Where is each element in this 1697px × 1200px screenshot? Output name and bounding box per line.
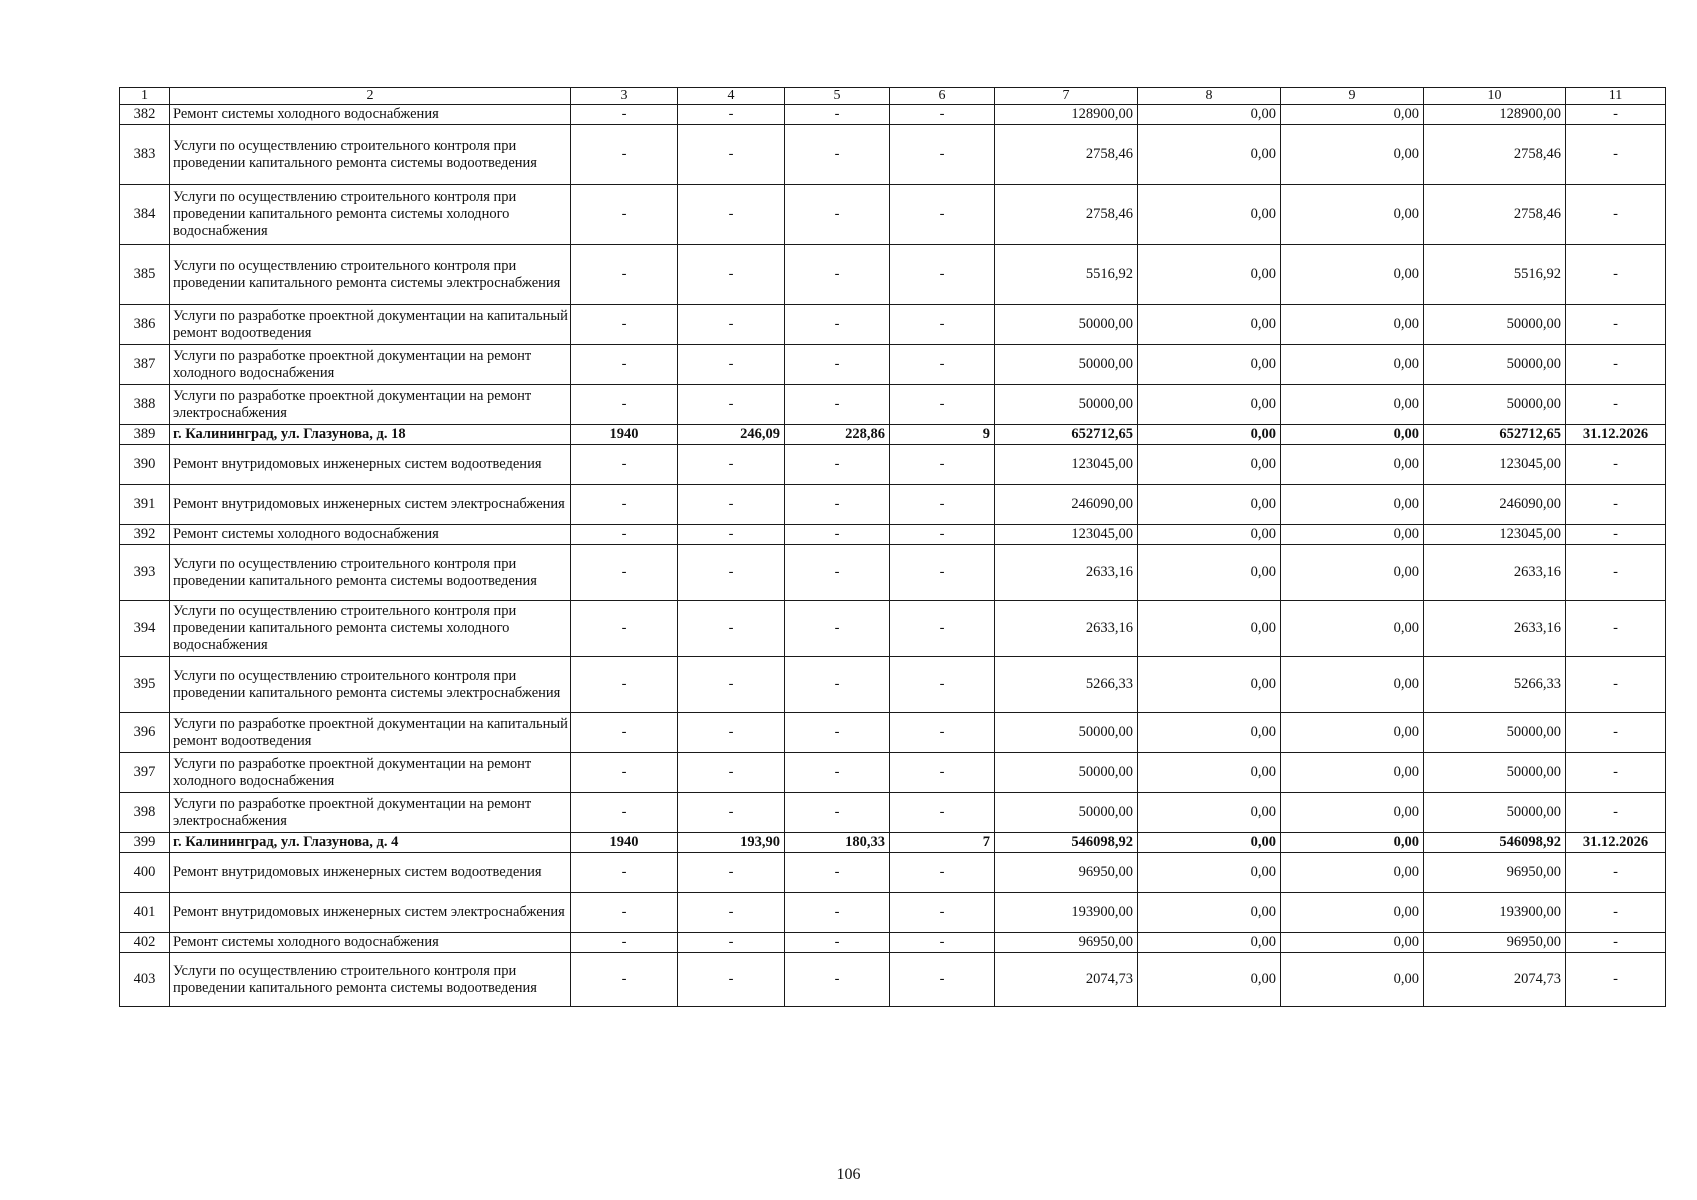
col-5-cell: - — [785, 185, 890, 245]
col-10-amount: 128900,00 — [1424, 105, 1566, 125]
col-11-deadline: - — [1566, 853, 1666, 893]
col-7-amount: 2633,16 — [995, 601, 1138, 657]
col-3-cell: - — [571, 953, 678, 1007]
col-7-amount: 50000,00 — [995, 713, 1138, 753]
col-4-cell: - — [678, 305, 785, 345]
col-5-cell: - — [785, 893, 890, 933]
table-row — [120, 893, 1666, 933]
col-8-amount: 0,00 — [1138, 425, 1281, 445]
col-11-deadline: - — [1566, 525, 1666, 545]
col-9-amount: 0,00 — [1281, 425, 1424, 445]
col-4-cell: - — [678, 185, 785, 245]
col-5-cell: - — [785, 525, 890, 545]
col-10-amount: 246090,00 — [1424, 485, 1566, 525]
col-11-deadline: - — [1566, 345, 1666, 385]
col-7-amount: 2758,46 — [995, 185, 1138, 245]
col-9-amount: 0,00 — [1281, 385, 1424, 425]
col-4-cell: - — [678, 853, 785, 893]
col-10-amount: 5516,92 — [1424, 245, 1566, 305]
col-4-cell: - — [678, 713, 785, 753]
col-6-cell: - — [890, 485, 995, 525]
table-row — [120, 305, 1666, 345]
col-10-amount: 546098,92 — [1424, 833, 1566, 853]
col-9-amount: 0,00 — [1281, 245, 1424, 305]
work-description: Услуги по осуществлению строительного контроля при проведении капитального ремонта системы водоотведения — [170, 953, 571, 1007]
row-number: 398 — [120, 793, 170, 833]
work-description: Ремонт системы холодного водоснабжения — [170, 105, 571, 125]
col-11-deadline: - — [1566, 105, 1666, 125]
col-10-amount: 123045,00 — [1424, 445, 1566, 485]
col-8-amount: 0,00 — [1138, 245, 1281, 305]
work-description: Услуги по осуществлению строительного контроля при проведении капитального ремонта системы водоотведения — [170, 545, 571, 601]
row-number: 397 — [120, 753, 170, 793]
col-8-amount: 0,00 — [1138, 385, 1281, 425]
col-3-cell: - — [571, 933, 678, 953]
col-11-deadline: - — [1566, 125, 1666, 185]
col-7-amount: 2074,73 — [995, 953, 1138, 1007]
col-3-cell: 1940 — [571, 833, 678, 853]
col-8-amount: 0,00 — [1138, 657, 1281, 713]
col-3-cell: - — [571, 385, 678, 425]
col-6-cell: - — [890, 713, 995, 753]
col-3-cell: - — [571, 793, 678, 833]
col-5-cell: 180,33 — [785, 833, 890, 853]
col-6-cell: - — [890, 933, 995, 953]
col-7-amount: 50000,00 — [995, 345, 1138, 385]
col-4-cell: - — [678, 345, 785, 385]
col-3-cell: - — [571, 601, 678, 657]
table-row — [120, 545, 1666, 601]
col-5-cell: - — [785, 245, 890, 305]
col-5-cell: - — [785, 125, 890, 185]
col-11-deadline: - — [1566, 385, 1666, 425]
col-9-amount: 0,00 — [1281, 893, 1424, 933]
row-number: 395 — [120, 657, 170, 713]
row-number: 396 — [120, 713, 170, 753]
work-description: Услуги по разработке проектной документации на ремонт холодного водоснабжения — [170, 345, 571, 385]
col-3-cell: - — [571, 445, 678, 485]
col-6-cell: - — [890, 185, 995, 245]
col-5-cell: - — [785, 345, 890, 385]
row-number: 382 — [120, 105, 170, 125]
table-row — [120, 245, 1666, 305]
col-4-cell: - — [678, 601, 785, 657]
col-8-amount: 0,00 — [1138, 853, 1281, 893]
row-number: 401 — [120, 893, 170, 933]
work-description: Услуги по разработке проектной документации на ремонт электроснабжения — [170, 793, 571, 833]
work-description: Услуги по разработке проектной документации на капитальный ремонт водоотведения — [170, 305, 571, 345]
col-5-cell: - — [785, 657, 890, 713]
col-3-cell: - — [571, 545, 678, 601]
col-11-deadline: - — [1566, 657, 1666, 713]
table-row — [120, 953, 1666, 1007]
col-8-amount: 0,00 — [1138, 953, 1281, 1007]
col-9-amount: 0,00 — [1281, 305, 1424, 345]
work-description: Ремонт внутридомовых инженерных систем водоотведения — [170, 445, 571, 485]
col-10-amount: 193900,00 — [1424, 893, 1566, 933]
col-6-cell: - — [890, 345, 995, 385]
col-10-amount: 96950,00 — [1424, 933, 1566, 953]
col-11-deadline: - — [1566, 305, 1666, 345]
col-11-deadline: - — [1566, 953, 1666, 1007]
work-description: Услуги по осуществлению строительного контроля при проведении капитального ремонта системы электроснабжения — [170, 245, 571, 305]
col-5-cell: - — [785, 713, 890, 753]
col-10-amount: 2633,16 — [1424, 601, 1566, 657]
col-5-cell: - — [785, 753, 890, 793]
col-10-amount: 652712,65 — [1424, 425, 1566, 445]
col-6-cell: 9 — [890, 425, 995, 445]
header-cell: 10 — [1424, 88, 1566, 105]
col-7-amount: 5516,92 — [995, 245, 1138, 305]
col-5-cell: - — [785, 933, 890, 953]
col-8-amount: 0,00 — [1138, 305, 1281, 345]
col-7-amount: 123045,00 — [995, 445, 1138, 485]
col-11-deadline: - — [1566, 753, 1666, 793]
col-8-amount: 0,00 — [1138, 833, 1281, 853]
col-9-amount: 0,00 — [1281, 933, 1424, 953]
col-5-cell: - — [785, 853, 890, 893]
col-4-cell: 193,90 — [678, 833, 785, 853]
col-11-deadline: 31.12.2026 — [1566, 425, 1666, 445]
col-3-cell: - — [571, 345, 678, 385]
col-3-cell: - — [571, 125, 678, 185]
col-8-amount: 0,00 — [1138, 713, 1281, 753]
col-10-amount: 5266,33 — [1424, 657, 1566, 713]
col-4-cell: - — [678, 545, 785, 601]
table-row — [120, 185, 1666, 245]
col-7-amount: 123045,00 — [995, 525, 1138, 545]
col-6-cell: - — [890, 753, 995, 793]
row-number: 387 — [120, 345, 170, 385]
work-description: Услуги по осуществлению строительного контроля при проведении капитального ремонта системы холодного водоснабжения — [170, 601, 571, 657]
row-number: 394 — [120, 601, 170, 657]
header-cell: 2 — [170, 88, 571, 105]
col-9-amount: 0,00 — [1281, 953, 1424, 1007]
col-5-cell: - — [785, 105, 890, 125]
row-number: 400 — [120, 853, 170, 893]
col-7-amount: 50000,00 — [995, 753, 1138, 793]
work-description: Ремонт системы холодного водоснабжения — [170, 933, 571, 953]
row-number: 391 — [120, 485, 170, 525]
col-9-amount: 0,00 — [1281, 105, 1424, 125]
col-4-cell: - — [678, 893, 785, 933]
col-9-amount: 0,00 — [1281, 545, 1424, 601]
col-5-cell: - — [785, 793, 890, 833]
work-description: Услуги по разработке проектной документации на капитальный ремонт водоотведения — [170, 713, 571, 753]
col-6-cell: - — [890, 545, 995, 601]
header-cell: 9 — [1281, 88, 1424, 105]
col-4-cell: - — [678, 793, 785, 833]
col-4-cell: - — [678, 953, 785, 1007]
col-8-amount: 0,00 — [1138, 601, 1281, 657]
table-row — [120, 753, 1666, 793]
col-9-amount: 0,00 — [1281, 125, 1424, 185]
table-row — [120, 125, 1666, 185]
col-8-amount: 0,00 — [1138, 125, 1281, 185]
col-7-amount: 246090,00 — [995, 485, 1138, 525]
col-3-cell: - — [571, 753, 678, 793]
col-3-cell: - — [571, 525, 678, 545]
table-row — [120, 385, 1666, 425]
col-6-cell: - — [890, 893, 995, 933]
col-8-amount: 0,00 — [1138, 445, 1281, 485]
col-9-amount: 0,00 — [1281, 345, 1424, 385]
col-4-cell: - — [678, 657, 785, 713]
col-4-cell: - — [678, 445, 785, 485]
col-7-amount: 546098,92 — [995, 833, 1138, 853]
work-description: г. Калининград, ул. Глазунова, д. 4 — [170, 833, 571, 853]
col-9-amount: 0,00 — [1281, 657, 1424, 713]
col-7-amount: 50000,00 — [995, 305, 1138, 345]
col-11-deadline: - — [1566, 445, 1666, 485]
work-description: Ремонт системы холодного водоснабжения — [170, 525, 571, 545]
table-row — [120, 485, 1666, 525]
work-description: Ремонт внутридомовых инженерных систем электроснабжения — [170, 893, 571, 933]
header-cell: 8 — [1138, 88, 1281, 105]
header-cell: 4 — [678, 88, 785, 105]
header-cell: 11 — [1566, 88, 1666, 105]
col-3-cell: - — [571, 185, 678, 245]
row-number: 386 — [120, 305, 170, 345]
col-4-cell: - — [678, 105, 785, 125]
header-cell: 5 — [785, 88, 890, 105]
address-row — [120, 425, 1666, 445]
work-description: Ремонт внутридомовых инженерных систем электроснабжения — [170, 485, 571, 525]
col-6-cell: - — [890, 445, 995, 485]
col-3-cell: - — [571, 713, 678, 753]
col-9-amount: 0,00 — [1281, 713, 1424, 753]
col-3-cell: - — [571, 305, 678, 345]
col-4-cell: - — [678, 753, 785, 793]
col-10-amount: 2633,16 — [1424, 545, 1566, 601]
col-4-cell: - — [678, 485, 785, 525]
col-10-amount: 2758,46 — [1424, 185, 1566, 245]
table-row — [120, 105, 1666, 125]
col-7-amount: 96950,00 — [995, 853, 1138, 893]
col-9-amount: 0,00 — [1281, 525, 1424, 545]
col-5-cell: 228,86 — [785, 425, 890, 445]
col-11-deadline: 31.12.2026 — [1566, 833, 1666, 853]
row-number: 384 — [120, 185, 170, 245]
row-number: 388 — [120, 385, 170, 425]
work-description: Ремонт внутридомовых инженерных систем водоотведения — [170, 853, 571, 893]
col-10-amount: 50000,00 — [1424, 793, 1566, 833]
col-10-amount: 50000,00 — [1424, 345, 1566, 385]
col-6-cell: - — [890, 105, 995, 125]
col-7-amount: 128900,00 — [995, 105, 1138, 125]
col-10-amount: 50000,00 — [1424, 713, 1566, 753]
col-6-cell: - — [890, 245, 995, 305]
address-row — [120, 833, 1666, 853]
row-number: 389 — [120, 425, 170, 445]
col-11-deadline: - — [1566, 185, 1666, 245]
col-11-deadline: - — [1566, 485, 1666, 525]
col-8-amount: 0,00 — [1138, 525, 1281, 545]
col-11-deadline: - — [1566, 933, 1666, 953]
col-9-amount: 0,00 — [1281, 185, 1424, 245]
col-10-amount: 123045,00 — [1424, 525, 1566, 545]
col-8-amount: 0,00 — [1138, 105, 1281, 125]
col-7-amount: 2758,46 — [995, 125, 1138, 185]
work-description: Услуги по разработке проектной документации на ремонт холодного водоснабжения — [170, 753, 571, 793]
col-8-amount: 0,00 — [1138, 893, 1281, 933]
table-row — [120, 933, 1666, 953]
col-9-amount: 0,00 — [1281, 485, 1424, 525]
col-4-cell: - — [678, 525, 785, 545]
col-4-cell: - — [678, 245, 785, 305]
col-4-cell: - — [678, 125, 785, 185]
col-3-cell: - — [571, 105, 678, 125]
work-description: Услуги по разработке проектной документации на ремонт электроснабжения — [170, 385, 571, 425]
col-5-cell: - — [785, 953, 890, 1007]
col-5-cell: - — [785, 545, 890, 601]
col-9-amount: 0,00 — [1281, 601, 1424, 657]
col-7-amount: 193900,00 — [995, 893, 1138, 933]
table-row — [120, 445, 1666, 485]
table-row — [120, 853, 1666, 893]
work-description: Услуги по осуществлению строительного контроля при проведении капитального ремонта системы электроснабжения — [170, 657, 571, 713]
table-row — [120, 713, 1666, 753]
col-6-cell: - — [890, 657, 995, 713]
col-9-amount: 0,00 — [1281, 793, 1424, 833]
col-6-cell: - — [890, 601, 995, 657]
col-5-cell: - — [785, 385, 890, 425]
col-5-cell: - — [785, 445, 890, 485]
col-6-cell: - — [890, 853, 995, 893]
col-4-cell: - — [678, 385, 785, 425]
col-7-amount: 96950,00 — [995, 933, 1138, 953]
col-6-cell: - — [890, 125, 995, 185]
col-3-cell: - — [571, 657, 678, 713]
col-11-deadline: - — [1566, 245, 1666, 305]
col-10-amount: 50000,00 — [1424, 385, 1566, 425]
col-11-deadline: - — [1566, 893, 1666, 933]
col-8-amount: 0,00 — [1138, 753, 1281, 793]
col-6-cell: - — [890, 525, 995, 545]
col-7-amount: 2633,16 — [995, 545, 1138, 601]
header-cell: 7 — [995, 88, 1138, 105]
col-10-amount: 50000,00 — [1424, 305, 1566, 345]
col-8-amount: 0,00 — [1138, 345, 1281, 385]
column-number-header-row — [120, 88, 1666, 105]
header-cell: 6 — [890, 88, 995, 105]
col-11-deadline: - — [1566, 545, 1666, 601]
col-4-cell: 246,09 — [678, 425, 785, 445]
col-7-amount: 50000,00 — [995, 385, 1138, 425]
col-9-amount: 0,00 — [1281, 833, 1424, 853]
col-11-deadline: - — [1566, 601, 1666, 657]
col-11-deadline: - — [1566, 713, 1666, 753]
table-row — [120, 793, 1666, 833]
col-3-cell: - — [571, 893, 678, 933]
col-6-cell: - — [890, 385, 995, 425]
table-row — [120, 345, 1666, 385]
col-6-cell: 7 — [890, 833, 995, 853]
row-number: 399 — [120, 833, 170, 853]
col-8-amount: 0,00 — [1138, 933, 1281, 953]
col-10-amount: 2074,73 — [1424, 953, 1566, 1007]
table-row — [120, 601, 1666, 657]
col-6-cell: - — [890, 305, 995, 345]
col-7-amount: 652712,65 — [995, 425, 1138, 445]
col-3-cell: - — [571, 485, 678, 525]
header-cell: 1 — [120, 88, 170, 105]
col-3-cell: - — [571, 245, 678, 305]
col-8-amount: 0,00 — [1138, 793, 1281, 833]
col-7-amount: 50000,00 — [995, 793, 1138, 833]
row-number: 385 — [120, 245, 170, 305]
col-11-deadline: - — [1566, 793, 1666, 833]
col-8-amount: 0,00 — [1138, 185, 1281, 245]
col-9-amount: 0,00 — [1281, 753, 1424, 793]
col-6-cell: - — [890, 953, 995, 1007]
col-8-amount: 0,00 — [1138, 545, 1281, 601]
page-number: 106 — [836, 1166, 861, 1183]
header-cell: 3 — [571, 88, 678, 105]
col-4-cell: - — [678, 933, 785, 953]
col-3-cell: 1940 — [571, 425, 678, 445]
row-number: 403 — [120, 953, 170, 1007]
col-5-cell: - — [785, 305, 890, 345]
col-7-amount: 5266,33 — [995, 657, 1138, 713]
table-row — [120, 525, 1666, 545]
col-5-cell: - — [785, 485, 890, 525]
work-description: Услуги по осуществлению строительного контроля при проведении капитального ремонта системы холодного водоснабжения — [170, 185, 571, 245]
col-10-amount: 50000,00 — [1424, 753, 1566, 793]
work-description: Услуги по осуществлению строительного контроля при проведении капитального ремонта системы водоотведения — [170, 125, 571, 185]
capital-repair-table — [119, 87, 1666, 1007]
col-8-amount: 0,00 — [1138, 485, 1281, 525]
row-number: 402 — [120, 933, 170, 953]
col-9-amount: 0,00 — [1281, 445, 1424, 485]
col-10-amount: 2758,46 — [1424, 125, 1566, 185]
table-row — [120, 657, 1666, 713]
col-6-cell: - — [890, 793, 995, 833]
col-10-amount: 96950,00 — [1424, 853, 1566, 893]
col-9-amount: 0,00 — [1281, 853, 1424, 893]
col-3-cell: - — [571, 853, 678, 893]
work-description: г. Калининград, ул. Глазунова, д. 18 — [170, 425, 571, 445]
col-5-cell: - — [785, 601, 890, 657]
table-body — [120, 88, 1666, 1007]
row-number: 393 — [120, 545, 170, 601]
row-number: 383 — [120, 125, 170, 185]
row-number: 392 — [120, 525, 170, 545]
row-number: 390 — [120, 445, 170, 485]
